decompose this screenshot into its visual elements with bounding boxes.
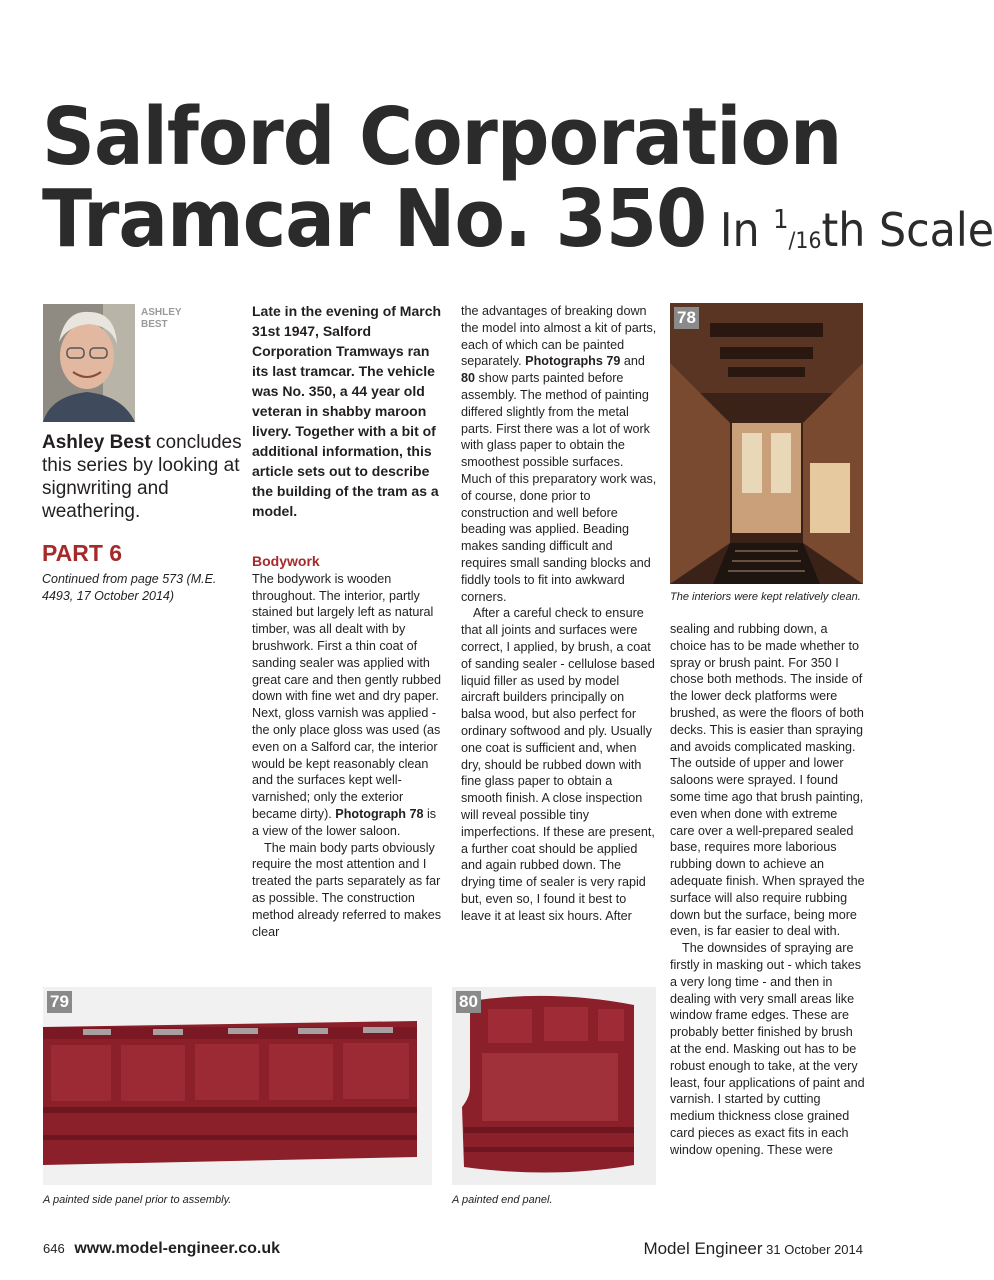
photo-ref: Photograph 78 bbox=[335, 806, 424, 821]
text-run: show parts painted before assembly. The method of painting differed slightly from the metal parts. First there was a lot of work with glass paper to obtain the smoothest possible surfaces. Much of this preparatory work was, of course, done prior to construction and well before beading was applied. Beading makes sanding difficult and requires small sanding blocks and fiddly tools to fit into awkward corners. bbox=[461, 371, 657, 604]
lead-paragraph: Late in the evening of March 31st 1947, Salford Corporation Tramways ran its last tramcar. The vehicle was No. 350, a 44 year old veteran in shabby maroon livery. Together with a bit of additional information, this article sets out to describe the building of the tram as a model. bbox=[252, 303, 442, 519]
photo-number: 80 bbox=[456, 991, 481, 1013]
text-run: The bodywork is wooden throughout. The interior, partly stained but largely left as natural timber, was all dealt with by brushwork. First a thin coat of sanding sealer was applied with great care and then gently rubbed down with fine wet and dry paper. Next, gloss varnish was applied - the only place gloss was used (as even on a Salford car, the interior would be kept reasonably clean and the surfaces kept well-varnished; only the exterior became dirty). bbox=[252, 571, 442, 821]
footer-right bbox=[643, 1239, 863, 1259]
photo-number: 78 bbox=[674, 307, 699, 329]
title-line-2 bbox=[42, 173, 994, 283]
text-run: and bbox=[620, 354, 645, 369]
scale-num: 1 bbox=[773, 205, 789, 235]
scale-prefix: In bbox=[719, 203, 774, 257]
part-label: PART 6 bbox=[42, 540, 123, 566]
author-portrait bbox=[43, 304, 135, 422]
scale-suffix: th Scale bbox=[821, 203, 994, 257]
author-name: Ashley Best bbox=[42, 432, 151, 453]
photo-79-image bbox=[43, 987, 432, 1185]
caption-79: A painted side panel prior to assembly. bbox=[43, 1194, 232, 1206]
section-heading: Bodywork bbox=[252, 553, 320, 569]
photo-number: 79 bbox=[47, 991, 72, 1013]
photo-80 bbox=[452, 987, 656, 1185]
author-tag-last: BEST bbox=[141, 319, 168, 330]
website-link[interactable]: www.model-engineer.co.uk bbox=[74, 1240, 280, 1257]
caption-78: The interiors were kept relatively clean. bbox=[670, 591, 861, 603]
author-intro-text: concludes this series by looking at signwriting and weathering. bbox=[42, 432, 242, 522]
photo-78 bbox=[670, 303, 863, 584]
paragraph bbox=[252, 571, 446, 840]
portrait-image bbox=[43, 304, 135, 422]
paragraph: sealing and rubbing down, a choice has to be made whether to spray or brush paint. For 350 I chose both methods. The inside of the lower deck platforms were brushed, as were the floors of both decks. This is easier than spraying and avoids complicated masking. The outside of upper and lower saloons were sprayed. I found some time ago that brush painting, even when done with extreme care over a well-prepared sealed base, requires more laborious rubbing down to achieve an adequate finish. When sprayed the surface will also require rubbing down but the surface, being more even, is far easier to deal with. bbox=[670, 622, 865, 939]
photo-ref: Photographs 79 bbox=[525, 354, 621, 369]
author-tag-first: ASHLEY bbox=[141, 307, 182, 318]
photo-80-image bbox=[452, 987, 656, 1185]
title-line-1: Salford Corporation bbox=[42, 91, 842, 183]
caption-80: A painted end panel. bbox=[452, 1194, 553, 1206]
text-run: the advantages of breaking down the model into almost a kit of parts, each of which can be painted separately. bbox=[461, 304, 657, 369]
footer-left bbox=[43, 1240, 280, 1258]
issue-date: 31 October 2014 bbox=[766, 1242, 863, 1257]
continued-note: Continued from page 573 (M.E. 4493, 17 October 2014) bbox=[42, 572, 217, 603]
article-title bbox=[42, 91, 994, 283]
text-run: is a view of the lower saloon. bbox=[252, 806, 437, 838]
column-4 bbox=[670, 621, 865, 1159]
paragraph bbox=[461, 303, 657, 605]
column-2 bbox=[252, 553, 446, 940]
paragraph: The downsides of spraying are firstly in masking out - which takes a very long time - and then in dealing with very small areas like window frame edges. These are probably better finished by brush at the end. Masking out has to be robust enough to take, at the very least, four applications of paint and varnish. I started by cutting medium thickness close grained card pieces as exact fits in each window opening. These were bbox=[670, 941, 865, 1157]
page-number: 646 bbox=[43, 1241, 65, 1256]
column-3 bbox=[461, 303, 657, 924]
photo-ref: 80 bbox=[461, 371, 476, 386]
title-scale bbox=[706, 203, 994, 257]
scale-den: /16 bbox=[788, 229, 822, 254]
photo-79 bbox=[43, 987, 432, 1185]
magazine-name: Model Engineer bbox=[643, 1239, 763, 1258]
author-tag bbox=[141, 307, 182, 331]
title-line-2-text: Tramcar No. 350 bbox=[42, 173, 707, 265]
author-intro bbox=[42, 431, 242, 523]
paragraph: The main body parts obviously require the most attention and I treated the parts separately as far as possible. The construction method already referred to makes clear bbox=[252, 840, 441, 939]
paragraph: After a careful check to ensure that all joints and surfaces were correct, I applied, by brush, a coat of sanding sealer - cellulose based liquid filler as used by model aircraft builders principally on balsa wood, but also perfect for ordinary softwood and ply. Usually one coat is sufficient and, when dry, should be rubbed down with fine glass paper to obtain a smooth finish. A close inspection will reveal possible tiny imperfections. If these are present, a further coat should be applied and again rubbed down. The drying time of sealer is very rapid but, even so, I found it best to leave it at least six hours. After bbox=[461, 606, 655, 923]
photo-78-image bbox=[670, 303, 863, 584]
